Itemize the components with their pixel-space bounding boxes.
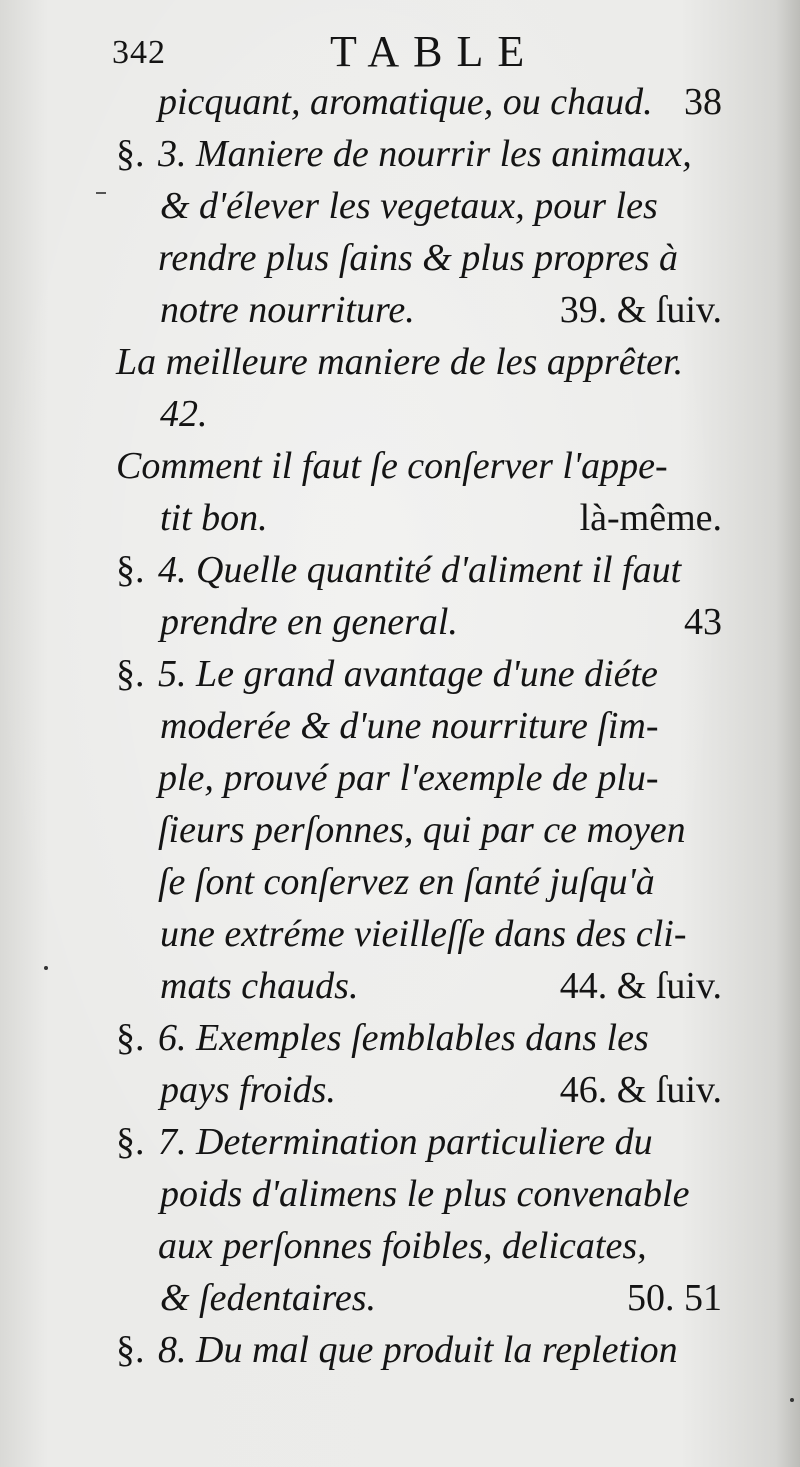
toc-entry-text: 8. Du mal que produit la repletion [158, 1329, 678, 1371]
page-reference: 46. & ſuiv. [559, 1069, 722, 1111]
toc-entry-text: ſieurs perſonnes, qui par ce moyen [158, 809, 686, 851]
page-reference: 50. 51 [627, 1277, 722, 1319]
toc-line [0, 1324, 800, 1376]
page-header [112, 24, 722, 80]
toc-line [0, 648, 800, 700]
page-reference: là-même. [579, 497, 722, 539]
toc-line [0, 960, 800, 1012]
toc-line [0, 128, 800, 180]
toc-entry-text: Comment il faut ſe conſerver l'appe- [116, 445, 668, 487]
toc-entry-text: 6. Exemples ſemblables dans les [158, 1017, 649, 1059]
toc-line [0, 1168, 800, 1220]
toc-line [0, 440, 800, 492]
toc-line [0, 388, 800, 440]
toc-entry-text: ſe ſont conſervez en ſanté juſqu'à [158, 861, 655, 903]
toc-entry-text: 7. Determination particuliere du [158, 1121, 653, 1163]
toc-entry-text: 5. Le grand avantage d'une diéte [158, 653, 658, 695]
toc-line [0, 180, 800, 232]
section-mark: §. [116, 1329, 145, 1371]
toc-entry-text: ple, prouvé par l'exemple de plu- [158, 757, 659, 799]
section-mark: §. [116, 1121, 145, 1163]
toc-entry-text: poids d'alimens le plus convenable [160, 1173, 690, 1215]
toc-line [0, 336, 800, 388]
toc-entry-text: La meilleure maniere de les apprêter. [116, 341, 684, 383]
toc-line [0, 1220, 800, 1272]
toc-line [0, 544, 800, 596]
toc-entry-text: 3. Maniere de nourrir les animaux, [158, 133, 692, 175]
toc-entry-text: & ſedentaires. [160, 1277, 376, 1319]
toc-line [0, 1064, 800, 1116]
toc-entry-text: & d'élever les vegetaux, pour les [160, 185, 658, 227]
toc-line [0, 700, 800, 752]
toc-line [0, 492, 800, 544]
page-number: 342 [112, 34, 166, 71]
page-reference: 39. & ſuiv. [559, 289, 722, 331]
toc-line [0, 804, 800, 856]
page-reference: 43 [684, 601, 722, 643]
toc-line [0, 856, 800, 908]
toc-line [0, 284, 800, 336]
toc-entry-text: tit bon. [160, 497, 268, 539]
toc-line [0, 908, 800, 960]
toc-line [0, 752, 800, 804]
toc-entry-text: aux perſonnes foibles, delicates, [158, 1225, 647, 1267]
toc-line [0, 1012, 800, 1064]
section-mark: §. [116, 549, 145, 591]
page-reference: 38 [684, 81, 722, 123]
running-title: TABLE [330, 27, 539, 76]
section-mark: §. [116, 1017, 145, 1059]
toc-line [0, 596, 800, 648]
toc-entry-text: rendre plus ſains & plus propres à [158, 237, 679, 279]
toc-entry-text: une extréme vieilleſſe dans des cli- [160, 913, 687, 955]
toc-line [0, 232, 800, 284]
section-mark: §. [116, 653, 145, 695]
page-reference: 44. & ſuiv. [559, 965, 722, 1007]
toc-line [0, 76, 800, 128]
toc-entry-text: notre nourriture. [160, 289, 415, 331]
toc-entry-text: 42. [160, 393, 208, 435]
toc-entry-text: pays froids. [160, 1069, 336, 1111]
toc-entry-text: moderée & d'une nourriture ſim- [160, 705, 659, 747]
toc-entry-text: 4. Quelle quantité d'aliment il faut [158, 549, 682, 591]
toc-line [0, 1116, 800, 1168]
toc-entry-text: prendre en general. [160, 601, 458, 643]
toc-entry-text: mats chauds. [160, 965, 359, 1007]
section-mark: §. [116, 133, 145, 175]
toc-entry-text: picquant, aromatique, ou chaud. [158, 81, 653, 123]
toc-line [0, 1272, 800, 1324]
margin-speck [790, 1398, 794, 1402]
